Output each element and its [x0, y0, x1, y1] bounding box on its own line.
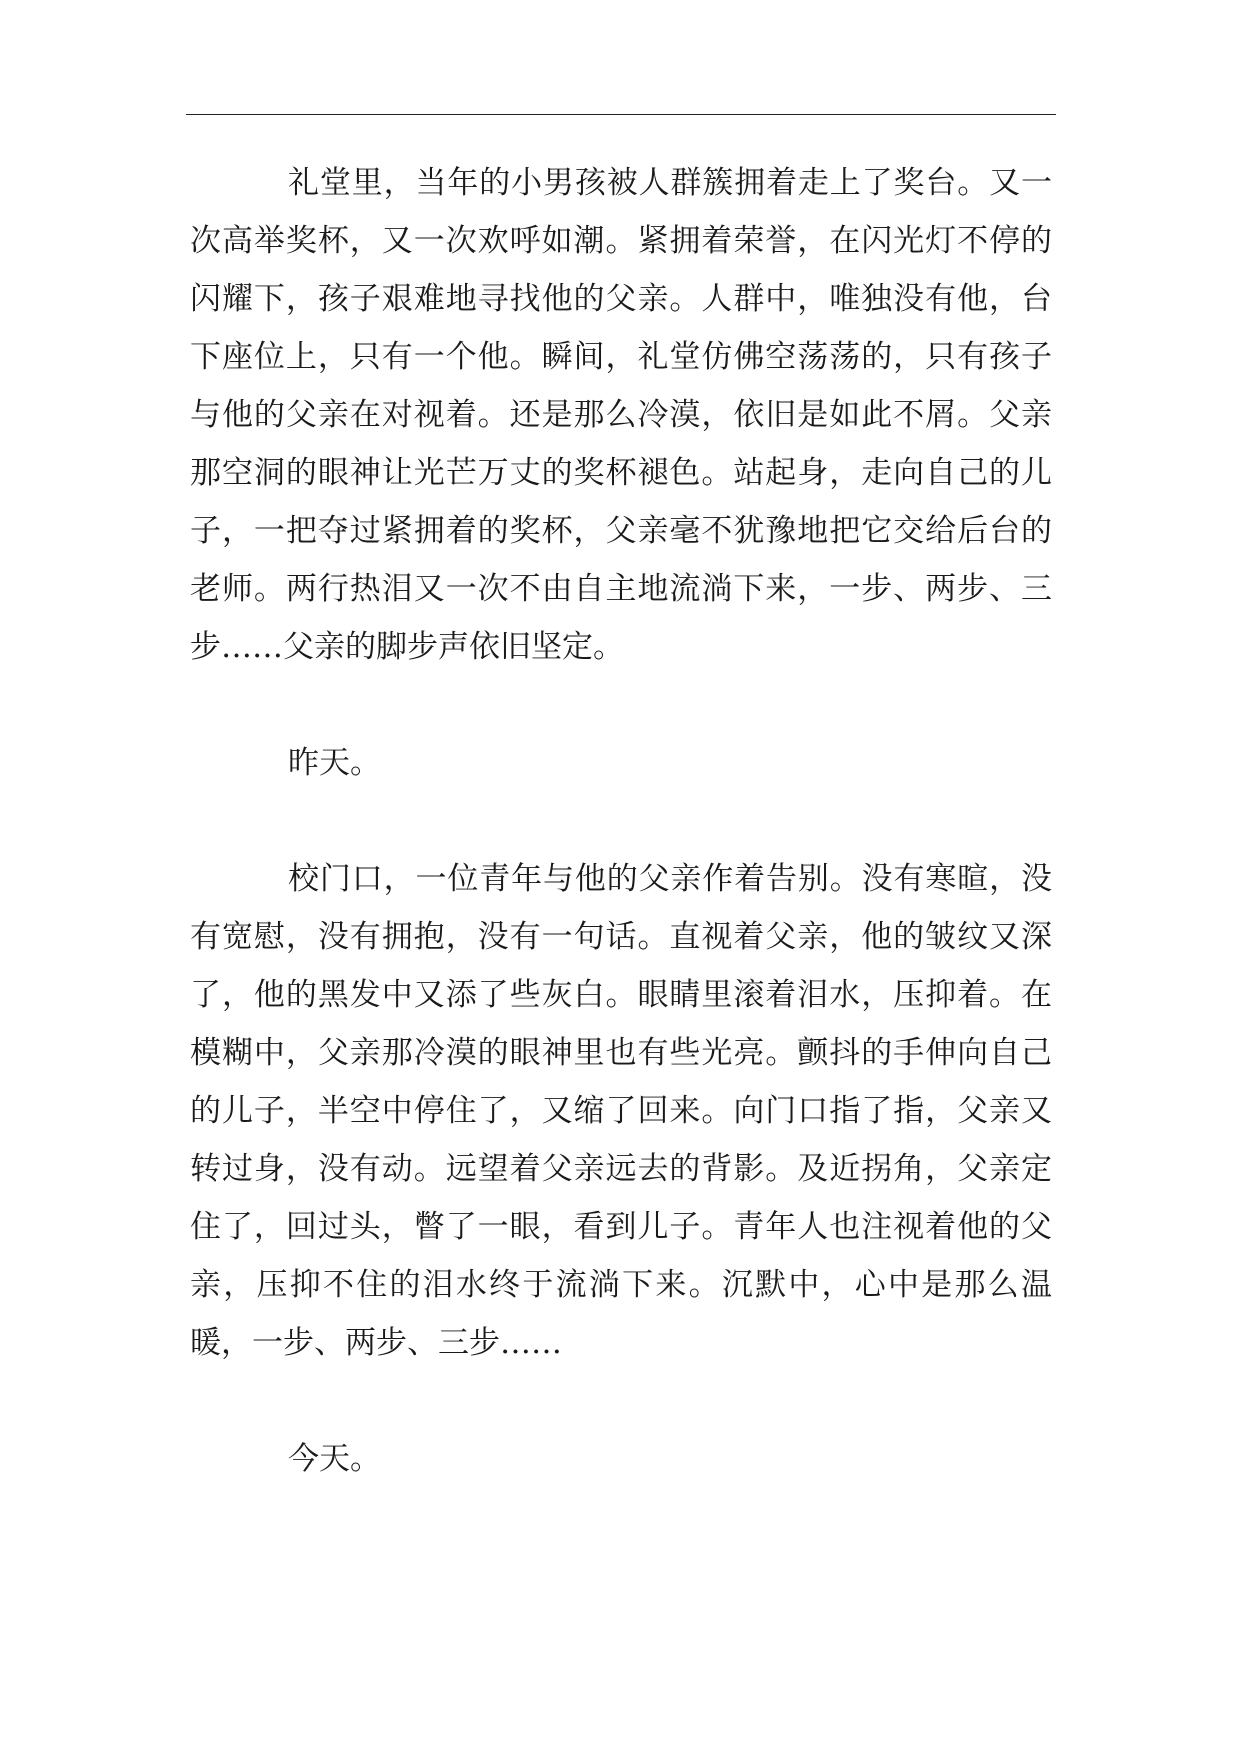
document-body	[190, 154, 1052, 1488]
paragraph-today: 今天。	[288, 1441, 381, 1477]
paragraph-gap	[190, 676, 1052, 734]
paragraph-gap	[190, 792, 1052, 850]
paragraph-gap	[190, 1372, 1052, 1430]
paragraph-auditorium: 礼堂里，当年的小男孩被人群簇拥着走上了奖台。又一次高举奖杯，又一次欢呼如潮。紧拥着荣誉，在闪光灯不停的闪耀下，孩子艰难地寻找他的父亲。人群中，唯独没有他，台下座位上，只有一个他。瞬间，礼堂仿佛空荡荡的，只有孩子与他的父亲在对视着。还是那么冷漠，依旧是如此不屑。父亲那空洞的眼神让光芒万丈的奖杯褪色。站起身，走向自己的儿子，一把夺过紧拥着的奖杯，父亲毫不犹豫地把它交给后台的老师。两行热泪又一次不由自主地流淌下来，一步、两步、三步……父亲的脚步声依旧坚定。	[190, 165, 1052, 665]
paragraph-school-gate: 校门口，一位青年与他的父亲作着告别。没有寒暄，没有宽慰，没有拥抱，没有一句话。直视着父亲，他的皱纹又深了，他的黑发中又添了些灰白。眼睛里滚着泪水，压抑着。在模糊中，父亲那冷漠的眼神里也有些光亮。颤抖的手伸向自己的儿子，半空中停住了，又缩了回来。向门口指了指，父亲又转过身，没有动。远望着父亲远去的背影。及近拐角，父亲定住了，回过头，瞥了一眼，看到儿子。青年人也注视着他的父亲，压抑不住的泪水终于流淌下来。沉默中，心中是那么温暖，一步、两步、三步……	[190, 861, 1052, 1361]
paragraph-yesterday: 昨天。	[288, 745, 381, 781]
header-rule	[186, 114, 1056, 115]
